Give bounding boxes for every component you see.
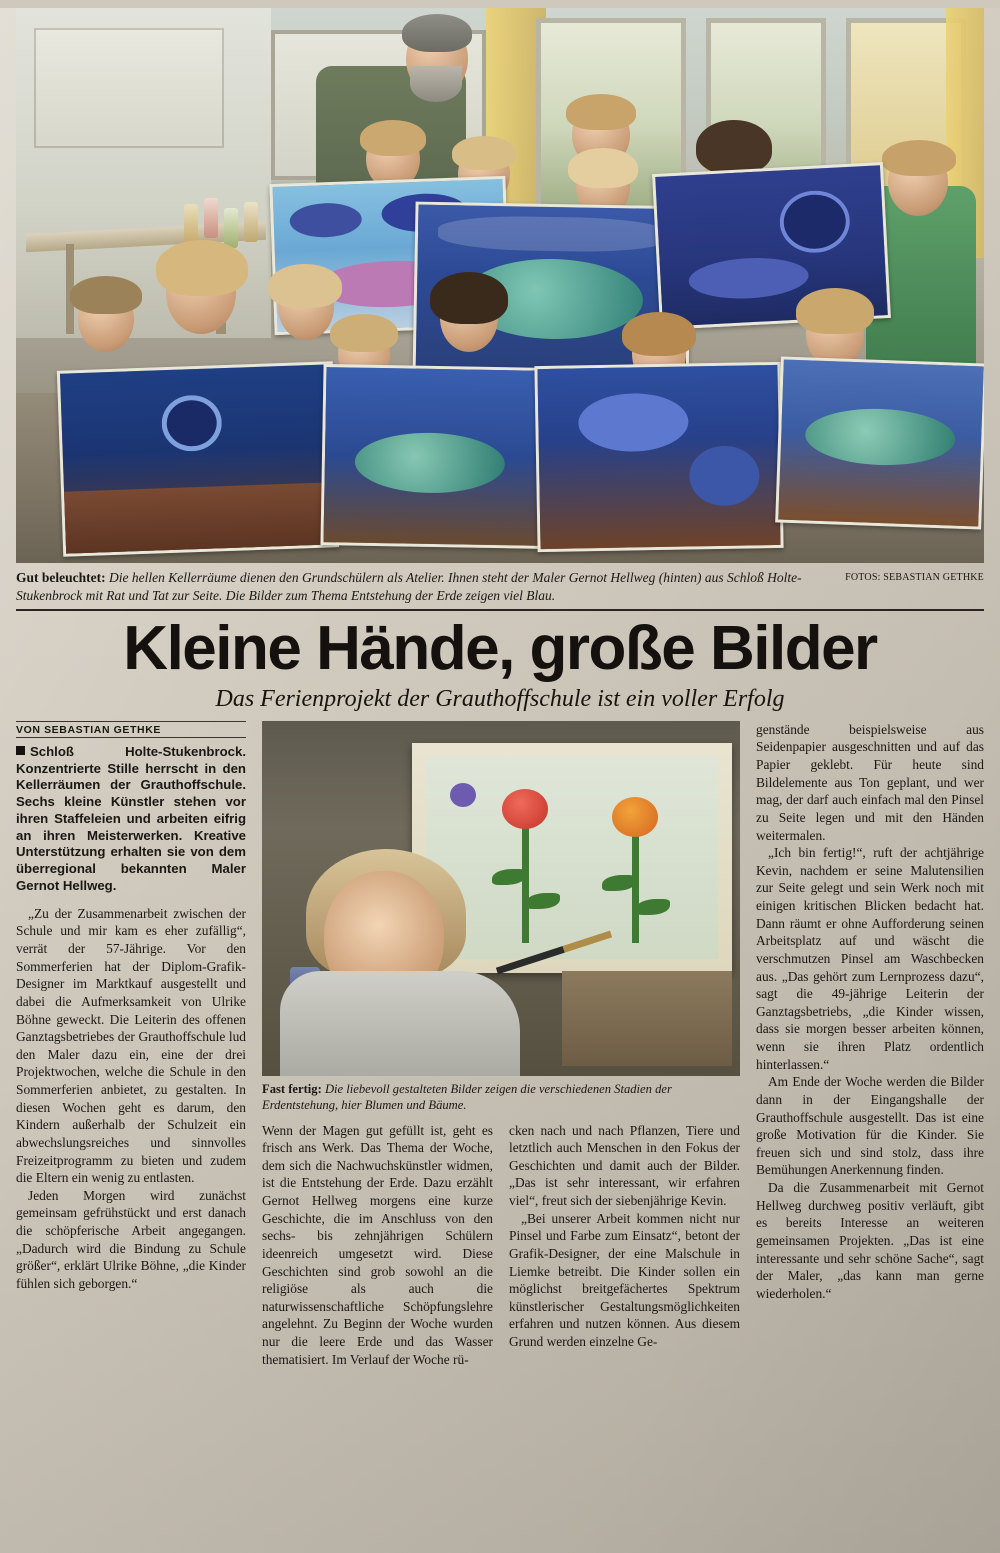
caption-text: Die hellen Kellerräume dienen den Grundschülern als Atelier. Ihnen steht der Maler Gernot Hellweg (hinten) aus Schloß Holte-Stukenbrock mit Rat und Tat zur Seite. Die Bilder zum Thema Entstehung der Erde zeigen viel Blau.: [16, 570, 802, 603]
artwork-front-1: [57, 361, 339, 557]
caption2-text: Die liebevoll gestalteten Bilder zeigen die verschiedenen Stadien der Erdentstehung, hier Blumen und Bäume.: [262, 1081, 672, 1113]
child-hair-3: [566, 94, 636, 130]
paragraph: Jeden Morgen wird zunächst gemeinsam gefrühstückt und erst danach die schöpferische Arbeit angegangen. „Dadurch wird die Bindung zu Schule größer“, erklärt Ulrike Böhne, „die Kinder fühlen sich geborgen.“: [16, 1187, 246, 1291]
flower-stem-2: [632, 831, 639, 943]
adult-beard: [410, 66, 462, 102]
flower-leaf-2: [526, 893, 560, 909]
child-hair-5: [696, 120, 772, 174]
secondary-photo-caption: [262, 1081, 740, 1114]
newspaper-page: [0, 8, 1000, 1553]
child-hair-7: [156, 240, 248, 296]
flower-leaf-4: [636, 899, 670, 915]
lead-square-icon: [16, 746, 25, 755]
paragraph: cken nach und nach Pflanzen, Tiere und letztlich auch Menschen in den Fokus der Geschichten und damit auch der Bilder. „Das ist sehr interessant, wir erfahren viel“, freut sich der siebenjährige Kevin.: [509, 1122, 740, 1209]
column-4-body: [756, 721, 984, 1303]
column-2-3: [262, 721, 740, 1368]
paragraph: Am Ende der Woche werden die Bilder dann in der Eingangshalle der Grauthoffschule ausgestellt. Das ist eine große Motivation für die Kinder. Sie freuen sich und sind stolz, dass ihre Bemühungen Anerkennung finden.: [756, 1074, 984, 1178]
bottle-1: [184, 204, 198, 244]
child-hair-1: [360, 120, 426, 156]
article-columns: [16, 721, 984, 1368]
wall-panel: [34, 28, 224, 148]
child-hair-12: [622, 312, 696, 356]
artwork-front-4: [775, 356, 984, 529]
child-hair-4: [568, 148, 638, 188]
lead-place: Schloß Holte-Stukenbrock.: [30, 743, 246, 759]
child-body: [280, 971, 520, 1076]
paragraph: Da die Zusammenarbeit mit Gernot Hellweg durchweg positiv verläuft, gibt es bereits Interesse an weiteren gemeinsamen Projekten. „Das ist eine interessante und sehr schöne Sache“, sagt der Maler, „das kann man gerne wiederholen.“: [756, 1180, 984, 1301]
caption-lead: Gut beleuchtet:: [16, 570, 106, 585]
flower-bloom-1: [502, 789, 548, 829]
column-4: [756, 721, 984, 1303]
child-hair-9: [268, 264, 342, 308]
paragraph: „Ich bin fertig!“, ruft der achtjährige Kevin, nachdem er seine Malutensilien zur Seite gelegt und sein Werk noch mit einigen kritischen Blicken bedacht hat. Dann räumt er ohne Aufforderung seinen Arbeitsplatz auf und wäscht die verschmutzen Pinsel am Waschbecken aus. „Das gehört zum Lernprozess dazu“, sagt die 49-jährige Leiterin der Ganztagsbetriebs, „die Kinder wissen, dass sie morgen besser arbeiten können, wenn sie ihren Platz ordentlich hinterlassen.“: [756, 845, 984, 1072]
column-1: [16, 721, 246, 1293]
bottle-2: [204, 198, 218, 238]
child-hair-10: [330, 314, 398, 352]
column-1-body: [16, 905, 246, 1293]
flower-bloom-2: [612, 797, 658, 837]
column-2-body: [262, 1122, 493, 1369]
column-3-body: [509, 1122, 740, 1369]
photo-credit: FOTOS: SEBASTIAN GETHKE: [845, 572, 984, 583]
lead-paragraph: [16, 744, 246, 895]
secondary-photo: [262, 721, 740, 1076]
flower-bloom-3: [450, 783, 476, 807]
main-photo: [16, 8, 984, 563]
paragraph: Wenn der Magen gut gefüllt ist, geht es frisch ans Werk. Das Thema der Woche, dem sich die Nachwuchskünstler widmen, ist die Entstehung der Erde. Dazu erzählt Gernot Hellweg morgens eine kurze Geschichte, die im Anschluss von den sechs- bis zehnjährigen Schülern ideenreich umgesetzt wird. Diese Geschichten sind grob sowohl an die religiöse als auch die naturwissenschaftliche Schöpfungslehre angelehnt. Zu Beginn der Woche wurden nur die leere Erde und das Wasser thematisiert. Im Verlauf der Woche rü-: [262, 1122, 493, 1367]
artwork-front-2: [320, 364, 549, 549]
child-hair-2: [452, 136, 516, 170]
adult-hair: [402, 14, 472, 52]
child-hair-13: [796, 288, 874, 334]
caption2-lead: Fast fertig:: [262, 1081, 322, 1096]
lead-text: Konzentrierte Stille herrscht in den Kellerräumen der Grauthoffschule. Sechs kleine Künstler stehen vor ihren Staffeleien und arbeiten eifrig an ihren Meisterwerken. Kreative Unterstützung erhalten sie von dem überregional bekannten Maler Gernot Hellweg.: [16, 760, 246, 893]
paragraph: „Bei unserer Arbeit kommen nicht nur Pinsel und Farbe zum Einsatz“, betont der Grafik-Designer, der eine Malschule in Liemke betreibt. Die Kinder sollen ein möglichst breitgefächertes Spektrum künstlerischer Gestaltungsmöglichkeiten erfahren und nutzen können. Aus diesem Grund werden einzelne Ge-: [509, 1210, 740, 1350]
page-title: Kleine Hände, große Bilder: [123, 613, 877, 683]
subheadline: Das Ferienprojekt der Grauthoffschule ist ein voller Erfolg: [215, 685, 785, 712]
flower-leaf-1: [492, 869, 526, 885]
bottle-4: [244, 202, 258, 242]
child-hair-6: [882, 140, 956, 176]
flower-stem-1: [522, 823, 529, 943]
byline: VON SEBASTIAN GETHKE: [16, 721, 246, 738]
main-photo-caption: [16, 569, 984, 605]
divider-rule: [16, 609, 984, 611]
artwork-front-3: [534, 362, 783, 552]
bottle-3: [224, 208, 238, 248]
painting-canvas: [426, 757, 718, 959]
child-hair-8: [70, 276, 142, 314]
sub-columns: [262, 1122, 740, 1369]
bench: [562, 971, 732, 1066]
child-hair-11: [430, 272, 508, 324]
paragraph: genstände beispielsweise aus Seidenpapier ausgeschnitten und auf das Papier geklebt. Für heute sind Bildelemente aus Ton geplant, und wer mag, der darf auch einfach mal den Pinsel zu Seite legen und mit den Händen weitermalen.: [756, 721, 984, 843]
paragraph: „Zu der Zusammenarbeit zwischen der Schule und mir kam es eher zufällig“, verrät der 57-Jährige. Vor den Sommerferien hat der Diplom-Grafik-Designer im Marktkauf ausgestellt und dabei die Aufmerksamkeit von Ulrike Böhne geweckt. Die Leiterin des offenen Ganztagsbetriebes der Grauthoffschule lud den Maler dazu ein, eine der drei Projektwochen, welche die Schule in den Sommerferien anbietet, zu gestalten. In diesen Wochen geht es darum, den Kindern außerhalb der Schulzeit ein abwechslungsreiches und sinnvolles Freizeitprogramm zu bieten und zudem die Eltern ein wenig zu entlasten.: [16, 905, 246, 1186]
flower-leaf-3: [602, 875, 636, 891]
